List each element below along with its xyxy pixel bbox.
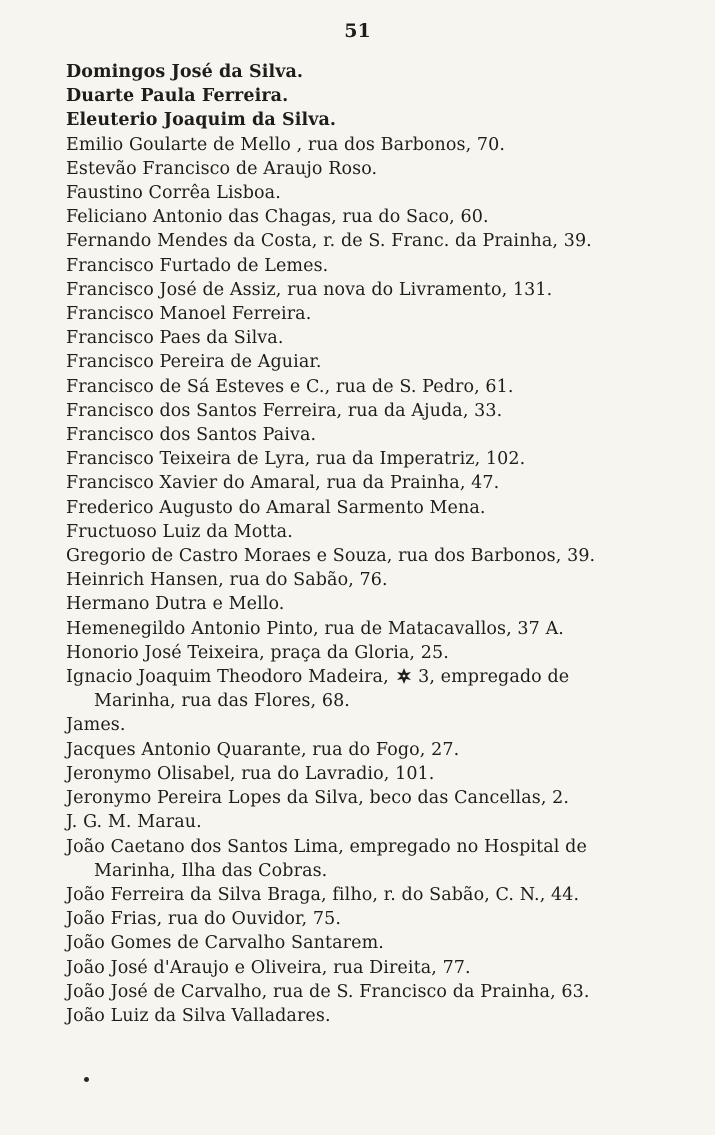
list-item (66, 665, 666, 689)
list-item: Francisco dos Santos Ferreira, rua da Ajuda, 33. (66, 400, 503, 421)
list-item: Domingos José da Silva. (66, 62, 304, 82)
ink-speck (84, 1077, 89, 1082)
list-item: Francisco de Sá Esteves e C., rua de S. Pedro, 61. (66, 376, 514, 397)
list-item: Francisco Paes da Silva. (66, 328, 284, 349)
list-item: Heinrich Hansen, rua do Sabão, 76. (66, 570, 388, 591)
list-item: João José de Carvalho, rua de S. Francisco da Prainha, 63. (66, 981, 590, 1002)
list-item: Fructuoso Luiz da Motta. (66, 521, 293, 542)
list-item: João Frias, rua do Ouvidor, 75. (66, 909, 341, 930)
list-item-continuation: Marinha, rua das Flores, 68. (94, 691, 350, 712)
list-item: Fernando Mendes da Costa, r. de S. Franc. da Prainha, 39. (66, 231, 592, 252)
list-item: João Caetano dos Santos Lima, empregado no Hospital de (66, 836, 587, 857)
list-item: Francisco Pereira de Aguiar. (66, 352, 322, 373)
list-item: João Luiz da Silva Valladares. (66, 1005, 331, 1026)
list-item: Francisco Xavier do Amaral, rua da Prainha, 47. (66, 473, 500, 494)
list-item: Hemenegildo Antonio Pinto, rua de Matacavallos, 37 A. (66, 618, 564, 639)
list-item: Gregorio de Castro Moraes e Souza, rua dos Barbonos, 39. (66, 546, 596, 567)
directory-list (66, 60, 666, 1028)
list-item: Emilio Goularte de Mello , rua dos Barbonos, 70. (66, 134, 506, 155)
list-item: Jeronymo Pereira Lopes da Silva, beco das Cancellas, 2. (66, 788, 570, 809)
list-item: Francisco Manoel Ferreira. (66, 304, 312, 325)
list-item: Duarte Paula Ferreira. (66, 86, 289, 107)
list-item: Faustino Corrêa Lisboa. (66, 183, 281, 204)
list-item: João Gomes de Carvalho Santarem. (66, 933, 384, 954)
list-item: Feliciano Antonio das Chagas, rua do Saco, 60. (66, 207, 489, 228)
list-item: João José d'Araujo e Oliveira, rua Direita, 77. (66, 957, 471, 978)
page-number: 51 (344, 20, 371, 42)
entry-text: 3, empregado de (418, 667, 570, 688)
list-item: Jacques Antonio Quarante, rua do Fogo, 27. (66, 739, 460, 760)
list-item: Eleuterio Joaquim da Silva. (66, 110, 337, 131)
list-item: Estevão Francisco de Araujo Roso. (66, 158, 378, 179)
list-item: Francisco Teixeira de Lyra, rua da Imperatriz, 102. (66, 449, 526, 470)
list-item: J. G. M. Marau. (66, 812, 202, 833)
list-item: Frederico Augusto do Amaral Sarmento Mena. (66, 497, 486, 518)
list-item: Francisco José de Assiz, rua nova do Livramento, 131. (66, 279, 553, 300)
list-item-continuation: Marinha, Ilha das Cobras. (94, 860, 328, 881)
list-item: Honorio José Teixeira, praça da Gloria, 25. (66, 642, 449, 663)
list-item: Francisco dos Santos Paiva. (66, 425, 317, 446)
list-item: James. (66, 715, 126, 736)
list-item: João Ferreira da Silva Braga, filho, r. do Sabão, C. N., 44. (66, 884, 580, 905)
entry-text: Ignacio Joaquim Theodoro Madeira, (66, 667, 389, 688)
maltese-cross-icon (396, 667, 412, 685)
list-item: Francisco Furtado de Lemes. (66, 255, 329, 276)
list-item: Jeronymo Olisabel, rua do Lavradio, 101. (66, 763, 435, 784)
list-item: Hermano Dutra e Mello. (66, 594, 285, 615)
